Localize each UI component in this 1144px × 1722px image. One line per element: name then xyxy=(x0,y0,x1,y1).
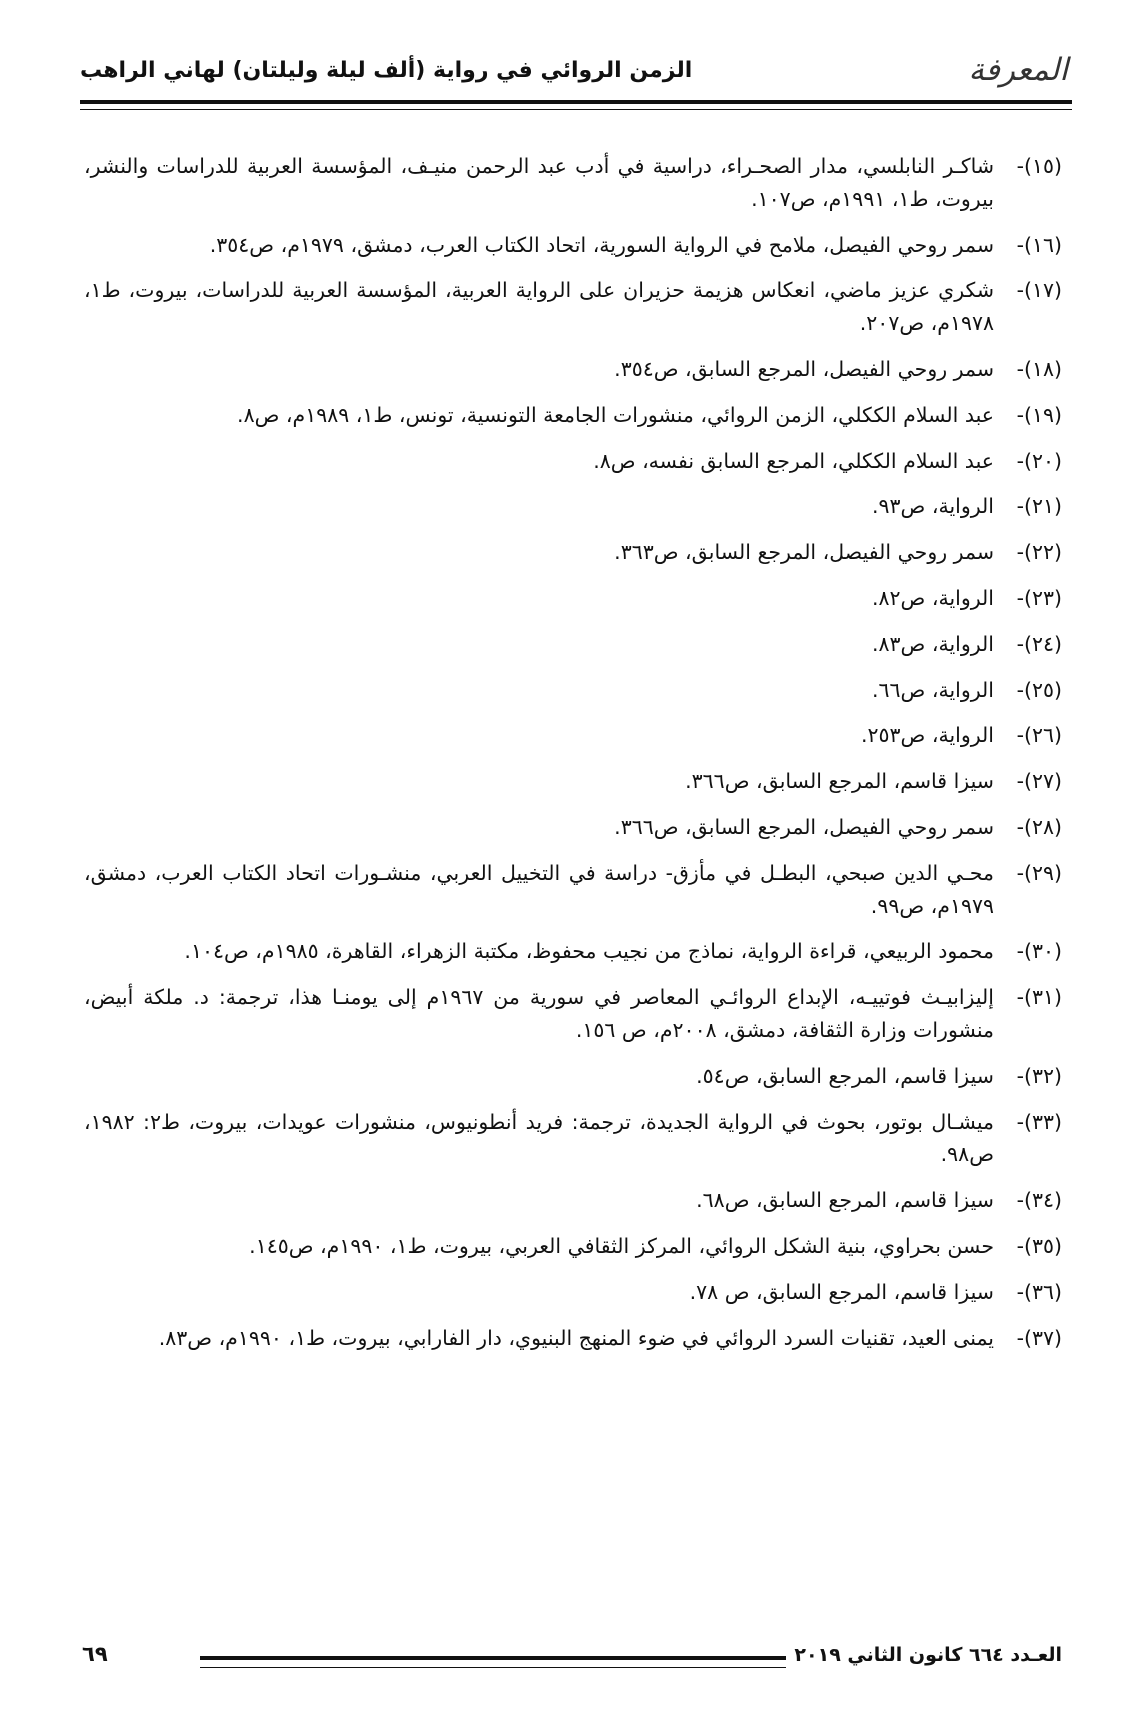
endnote-number: (٣٢)- xyxy=(1016,1063,1062,1088)
endnote-number: (٣١)- xyxy=(1016,985,1062,1010)
footer-rule-thick xyxy=(200,1656,786,1660)
endnote-text: يمنى العيد، تقنيات السرد الروائي في ضوء المنهج البنيوي، دار الفارابي، بيروت، ط١، ١٩٩٠م، ص٨٣. xyxy=(158,1325,994,1350)
page-number: ٦٩ xyxy=(82,1642,108,1666)
endnote-text: سمر روحي الفيصل، المرجع السابق، ص٣٦٦. xyxy=(614,814,994,839)
running-title: الزمن الروائي في رواية (ألف ليلة وليلتان) لهاني الراهب xyxy=(80,58,693,83)
endnote-item xyxy=(84,445,1062,478)
endnote-item xyxy=(84,765,1062,798)
endnote-text: سمر روحي الفيصل، المرجع السابق، ص٣٦٣. xyxy=(614,540,994,565)
footer-rule-thin xyxy=(200,1667,786,1668)
endnote-text: سيزا قاسم، المرجع السابق، ص٣٦٦. xyxy=(685,769,994,794)
endnotes-list xyxy=(84,150,1062,1367)
endnote-number: (٢١)- xyxy=(1016,494,1062,519)
endnote-item xyxy=(84,1276,1062,1309)
endnote-text: الرواية، ص٩٣. xyxy=(871,494,994,519)
endnote-text: الرواية، ص٨٢. xyxy=(871,585,994,610)
endnote-number: (١٩)- xyxy=(1016,402,1062,427)
endnote-number: (٢٤)- xyxy=(1016,631,1062,656)
endnote-text: ميشـال بوتور، بحوث في الرواية الجديدة، ترجمة: فريد أنطونيوس، منشورات عويدات، بيروت، ط٢: ١٩٨٢، ص٩٨. xyxy=(84,1109,994,1167)
endnote-text: عبد السلام الككلي، الزمن الروائي، منشورات الجامعة التونسية، تونس، ط١، ١٩٨٩م، ص٨. xyxy=(237,402,994,427)
endnote-number: (٢٨)- xyxy=(1016,814,1062,839)
endnote-text: سمر روحي الفيصل، ملامح في الرواية السورية، اتحاد الكتاب العرب، دمشق، ١٩٧٩م، ص٣٥٤. xyxy=(209,232,994,257)
endnote-item xyxy=(84,536,1062,569)
journal-logo: المعرفة xyxy=(968,52,1068,88)
endnote-item xyxy=(84,981,1062,1047)
endnote-text: شاكـر النابلسي، مدار الصحـراء، دراسية في أدب عبد الرحمن منيـف، المؤسسة العربية للدراسات والنشر، بيروت، ط١، ١٩٩١م، ص١٠٧. xyxy=(84,154,994,211)
endnote-item xyxy=(84,353,1062,386)
endnote-number: (٢٥)- xyxy=(1016,677,1062,702)
endnote-text: محـي الدين صبحي، البطـل في مأزق- دراسة في التخييل العربي، منشـورات اتحاد الكتاب العرب، دمشق، ١٩٧٩م، ص٩٩. xyxy=(84,860,994,918)
header-rule-thin xyxy=(80,109,1072,110)
endnote-number: (١٥)- xyxy=(1016,154,1062,178)
endnote-text: سمر روحي الفيصل، المرجع السابق، ص٣٥٤. xyxy=(614,356,994,381)
endnote-number: (٣٥)- xyxy=(1016,1233,1062,1258)
endnote-item xyxy=(84,1230,1062,1263)
header-rule-thick xyxy=(80,100,1072,104)
endnote-item xyxy=(84,1060,1062,1093)
endnote-text: الرواية، ص٨٣. xyxy=(871,631,994,656)
endnote-text: إليزابيـث فوتييـه، الإبداع الروائـي المعاصر في سورية من ١٩٦٧م إلى يومنـا هذا، ترجمة: د. ملكة أبيض، منشورات وزارة الثقافة، دمشق، ٢٠٠٨م، ص ١٥٦. xyxy=(84,985,994,1042)
endnote-number: (٣٤)- xyxy=(1016,1188,1062,1213)
endnote-text: عبد السلام الككلي، المرجع السابق نفسه، ص٨. xyxy=(593,448,994,473)
endnote-item xyxy=(84,229,1062,262)
endnote-number: (٢٧)- xyxy=(1016,769,1062,794)
endnote-number: (١٧)- xyxy=(1016,278,1062,303)
endnote-number: (١٦)- xyxy=(1016,232,1062,257)
endnote-number: (٢٦)- xyxy=(1016,723,1062,748)
endnote-number: (٣٠)- xyxy=(1016,939,1062,964)
endnote-item xyxy=(84,857,1062,923)
endnote-item xyxy=(84,935,1062,968)
endnote-number: (٣٦)- xyxy=(1016,1279,1062,1304)
endnote-item xyxy=(84,1106,1062,1172)
page-header xyxy=(80,44,1072,102)
endnote-text: شكري عزيز ماضي، انعكاس هزيمة حزيران على الرواية العربية، المؤسسة العربية للدراسات، بيروت، ط١، ١٩٧٨م، ص٢٠٧. xyxy=(84,278,994,336)
endnote-item xyxy=(84,719,1062,752)
endnote-item xyxy=(84,490,1062,523)
endnote-number: (٣٣)- xyxy=(1016,1109,1062,1134)
endnote-text: حسن بحراوي، بنية الشكل الروائي، المركز الثقافي العربي، بيروت، ط١، ١٩٩٠م، ص١٤٥. xyxy=(249,1233,994,1258)
endnote-text: سيزا قاسم، المرجع السابق، ص ٧٨. xyxy=(689,1279,994,1304)
endnote-item xyxy=(84,1184,1062,1217)
endnote-item xyxy=(84,582,1062,615)
endnote-text: الرواية، ص٢٥٣. xyxy=(860,723,994,748)
endnote-text: الرواية، ص٦٦. xyxy=(871,677,994,702)
endnote-number: (١٨)- xyxy=(1016,356,1062,381)
endnote-item xyxy=(84,628,1062,661)
issue-info: العـدد ٦٦٤ كانون الثاني ٢٠١٩ xyxy=(794,1644,1062,1666)
endnote-item xyxy=(84,274,1062,340)
endnote-item xyxy=(84,811,1062,844)
endnote-number: (٢٣)- xyxy=(1016,585,1062,610)
endnote-item xyxy=(84,674,1062,707)
endnote-number: (٢٠)- xyxy=(1016,448,1062,473)
endnote-number: (٢٢)- xyxy=(1016,540,1062,565)
endnote-number: (٢٩)- xyxy=(1016,860,1062,885)
endnote-number: (٣٧)- xyxy=(1016,1325,1062,1350)
endnote-item xyxy=(84,150,1062,216)
endnote-item xyxy=(84,1322,1062,1355)
endnote-item xyxy=(84,399,1062,432)
endnote-text: سيزا قاسم، المرجع السابق، ص٦٨. xyxy=(696,1188,994,1213)
endnote-text: محمود الربيعي، قراءة الرواية، نماذج من نجيب محفوظ، مكتبة الزهراء، القاهرة، ١٩٨٥م، ص١٠٤. xyxy=(184,939,994,964)
endnote-text: سيزا قاسم، المرجع السابق، ص٥٤. xyxy=(696,1063,994,1088)
